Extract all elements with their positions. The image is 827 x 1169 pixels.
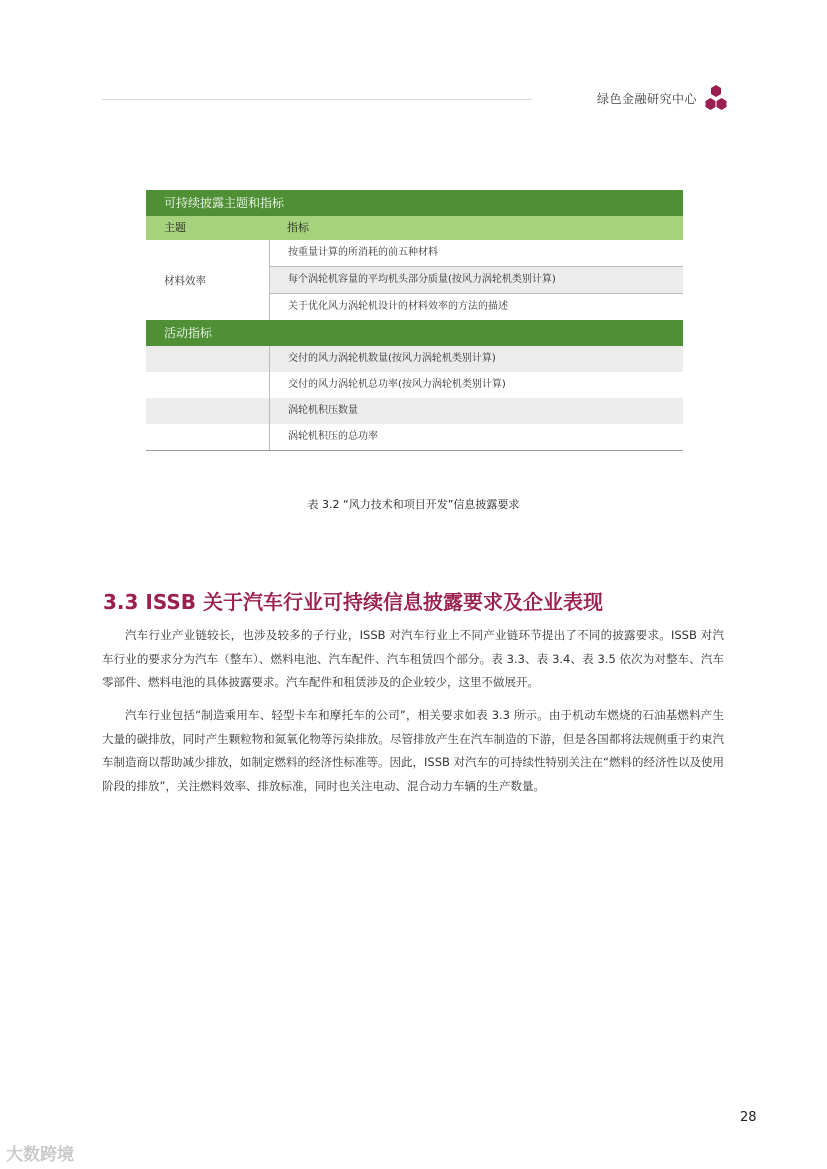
activity-row	[146, 398, 683, 424]
hexagon-logo-icon	[704, 84, 728, 112]
activity-row-blank	[146, 424, 269, 450]
activity-row-blank	[146, 346, 269, 372]
header-organization: 绿色金融研究中心	[597, 92, 698, 106]
activity-row	[146, 424, 683, 450]
table-group-material-efficiency	[146, 240, 683, 320]
section-heading: 3.3 ISSB 关于汽车行业可持续信息披露要求及企业表现	[103, 590, 603, 614]
activity-row	[146, 346, 683, 372]
activity-indicator: 交付的风力涡轮机总功率(按风力涡轮机类别计算)	[269, 372, 683, 398]
body-paragraph: 汽车行业产业链较长，也涉及较多的子行业，ISSB 对汽车行业上不同产业链环节提出了不同的披露要求。ISSB 对汽车行业的要求分为汽车（整车）、燃料电池、汽车配件、汽车租赁四个部分。表 3.3、表 3.4、表 3.5 依次为对整车、汽车零部件、燃料电池的具体披露要求。汽车配件和租赁涉及的企业较少，这里不做展开。	[102, 628, 724, 689]
activity-row	[146, 372, 683, 398]
header-rule	[102, 99, 532, 100]
watermark: 大数跨境	[6, 1145, 74, 1165]
column-header-indicator: 指标	[287, 221, 309, 234]
activity-row-blank	[146, 372, 269, 398]
body-paragraph: 汽车行业包括“制造乘用车、轻型卡车和摩托车的公司”，相关要求如表 3.3 所示。由于机动车燃烧的石油基燃料产生大量的碳排放，同时产生颗粒物和氮氧化物等污染排放。尽管排放产生在汽车制造的下游，但是各国都将法规侧重于约束汽车制造商以帮助减少排放，如制定燃料的经济性标准等。因此，ISSB 对汽车的可持续性特别关注在“燃料的经济性以及使用阶段的排放”，关注燃料效率、排放标准，同时也关注电动、混合动力车辆的生产数量。	[102, 708, 724, 793]
page-number: 28	[740, 1110, 757, 1125]
activity-indicator: 涡轮机积压的总功率	[269, 424, 683, 450]
logo-hexagon-left	[706, 98, 716, 110]
indicator-row: 按重量计算的所消耗的前五种材料	[270, 240, 683, 267]
activity-section-header: 活动指标	[146, 320, 683, 346]
logo-hexagon-right	[717, 98, 727, 110]
column-header-topic: 主题	[164, 221, 186, 234]
activity-indicator: 涡轮机积压数量	[269, 398, 683, 424]
topic-cell: 材料效率	[164, 274, 206, 287]
activity-indicator: 交付的风力涡轮机数量(按风力涡轮机类别计算)	[269, 346, 683, 372]
table-caption: 表 3.2 “风力技术和项目开发”信息披露要求	[307, 498, 520, 511]
activity-row-blank	[146, 398, 269, 424]
indicator-list	[269, 240, 683, 320]
indicator-row: 每个涡轮机容量的平均机头部分质量(按风力涡轮机类别计算)	[270, 267, 683, 294]
disclosure-table	[146, 190, 683, 451]
table-column-headers	[146, 216, 683, 240]
indicator-row: 关于优化风力涡轮机设计的材料效率的方法的描述	[288, 301, 508, 312]
table-title: 可持续披露主题和指标	[146, 190, 683, 216]
table-bottom-rule	[146, 450, 683, 451]
logo-hexagon-top	[711, 85, 721, 97]
